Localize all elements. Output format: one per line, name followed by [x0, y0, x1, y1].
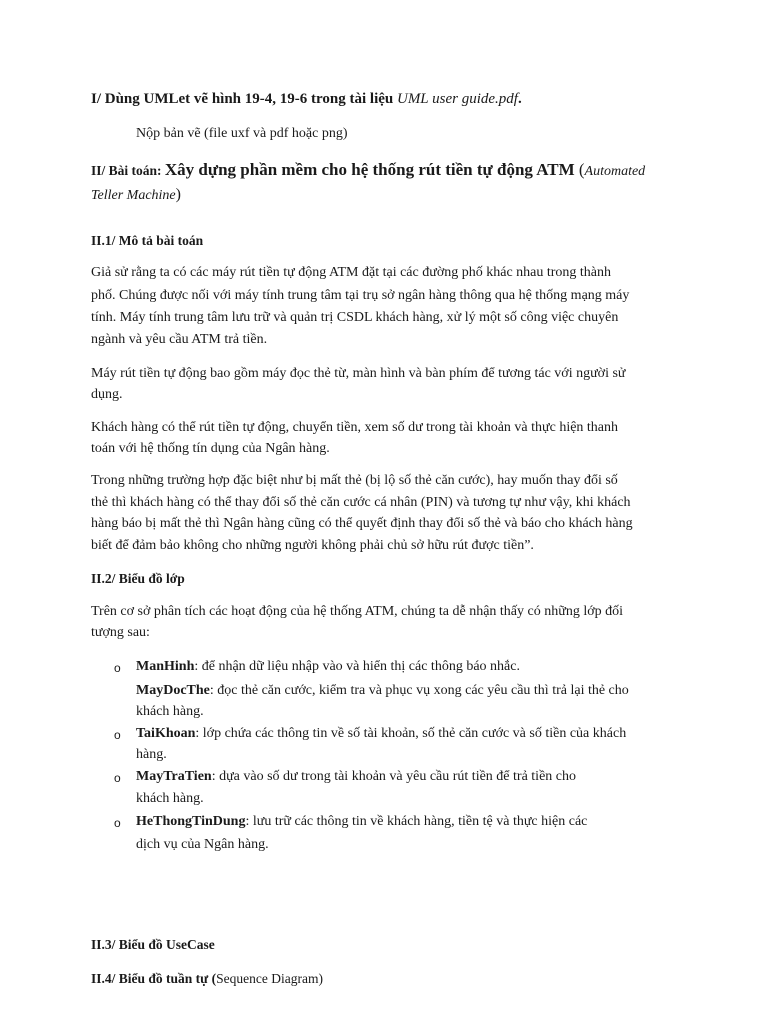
- section2-paren-open: (: [574, 160, 585, 179]
- list-bullet: o: [114, 771, 121, 785]
- list-bullet: o: [114, 816, 121, 830]
- section2-paren-close: ): [175, 186, 181, 203]
- list-bullet: o: [114, 728, 121, 742]
- class-description-cont: khách hàng.: [136, 704, 204, 719]
- section1-heading-end: .: [517, 91, 522, 107]
- paragraph-line: toán với hệ thống tín dụng của Ngân hàng.: [91, 441, 330, 456]
- section2-3-heading: II.3/ Biểu đồ UseCase: [91, 937, 215, 952]
- class-description: : dựa vào số dư trong tài khoản và yêu cầu rút tiền để trả tiền cho: [211, 769, 576, 784]
- paragraph-line: phố. Chúng được nối với máy tính trung tâm tại trụ sở ngân hàng thông qua hệ thống mạng máy: [91, 288, 630, 303]
- section2-4-heading-normal: Sequence Diagram): [216, 971, 323, 986]
- section1-heading-text: I/ Dùng UMLet vẽ hình 19-4, 19-6 trong tài liệu: [91, 91, 397, 107]
- intro-line: tượng sau:: [91, 625, 150, 640]
- list-item: [136, 683, 629, 699]
- paragraph-line: tính. Máy tính trung tâm lưu trữ và quản trị CSDL khách hàng, xử lý một số công việc chuyên: [91, 310, 619, 325]
- class-description: : lớp chứa các thông tin về số tài khoản, số thẻ căn cước và số tiền của khách: [195, 726, 627, 741]
- class-description-cont: khách hàng.: [136, 791, 204, 806]
- class-description-cont: hàng.: [136, 747, 167, 762]
- class-name: ManHinh: [136, 659, 195, 674]
- list-item: [136, 814, 587, 830]
- intro-line: Trên cơ sở phân tích các hoạt động của hệ thống ATM, chúng ta dễ nhận thấy có những lớp đối: [91, 604, 624, 619]
- paragraph-line: hàng báo bị mất thẻ thì Ngân hàng cũng có thể quyết định thay đổi số thẻ và báo cho khách hàng: [91, 516, 633, 531]
- section2-1-heading: II.1/ Mô tả bài toán: [91, 233, 204, 248]
- submission-note: Nộp bản vẽ (file uxf và pdf hoặc png): [136, 126, 348, 141]
- section2-italic-line1: Automated: [584, 164, 646, 179]
- class-description: : đọc thẻ căn cước, kiểm tra và phục vụ xong các yêu cầu thì trả lại thẻ cho: [209, 683, 629, 698]
- section2-heading: [91, 160, 645, 180]
- list-item: [136, 659, 520, 675]
- list-item: [136, 769, 576, 785]
- paragraph-line: Máy rút tiền tự động bao gồm máy đọc thẻ từ, màn hình và bàn phím để tương tác với người sử: [91, 366, 626, 381]
- class-description: : để nhận dữ liệu nhập vào và hiển thị các thông báo nhắc.: [194, 659, 520, 674]
- paragraph-line: Trong những trường hợp đặc biệt như bị mất thẻ (bị lộ số thẻ căn cước), hay muốn thay đổi số: [91, 473, 618, 488]
- section2-4-heading: [91, 971, 323, 987]
- paragraph-line: ngành và yêu cầu ATM trả tiền.: [91, 332, 268, 347]
- paragraph-line: dụng.: [91, 387, 123, 402]
- class-name: HeThongTinDung: [136, 814, 246, 829]
- paragraph-line: biết để đảm bảo không cho những người không phải chủ sở hữu rút được tiền”.: [91, 538, 534, 553]
- paragraph-line: Giả sử rằng ta có các máy rút tiền tự động ATM đặt tại các đường phố khác nhau trong thành: [91, 265, 612, 280]
- section1-heading: [91, 91, 522, 108]
- class-name: TaiKhoan: [136, 726, 196, 741]
- section2-4-heading-bold: II.4/ Biểu đồ tuần tự (: [91, 971, 217, 986]
- section2-italic-line2: Teller Machine: [91, 188, 176, 203]
- class-name: MayTraTien: [136, 769, 212, 784]
- paragraph-line: Khách hàng có thể rút tiền tự động, chuyển tiền, xem số dư trong tài khoản và thực hiện thanh: [91, 420, 619, 435]
- list-item: [136, 726, 626, 742]
- section2-label: II/ Bài toán:: [91, 163, 165, 178]
- section2-title: Xây dựng phần mềm cho hệ thống rút tiền tự động ATM: [164, 160, 575, 179]
- class-description-cont: dịch vụ của Ngân hàng.: [136, 837, 269, 852]
- paragraph-line: thẻ thì khách hàng có thể thay đổi số thẻ căn cước cá nhân (PIN) và tương tự như vậy, khi khách: [91, 495, 631, 510]
- class-name: MayDocThe: [136, 683, 210, 698]
- guide-filename: UML user guide.pdf: [396, 91, 518, 107]
- section2-heading-line2: [91, 186, 181, 204]
- section2-2-heading: II.2/ Biểu đồ lớp: [91, 571, 185, 586]
- class-description: : lưu trữ các thông tin về khách hàng, tiền tệ và thực hiện các: [245, 814, 588, 829]
- list-bullet: o: [114, 661, 121, 675]
